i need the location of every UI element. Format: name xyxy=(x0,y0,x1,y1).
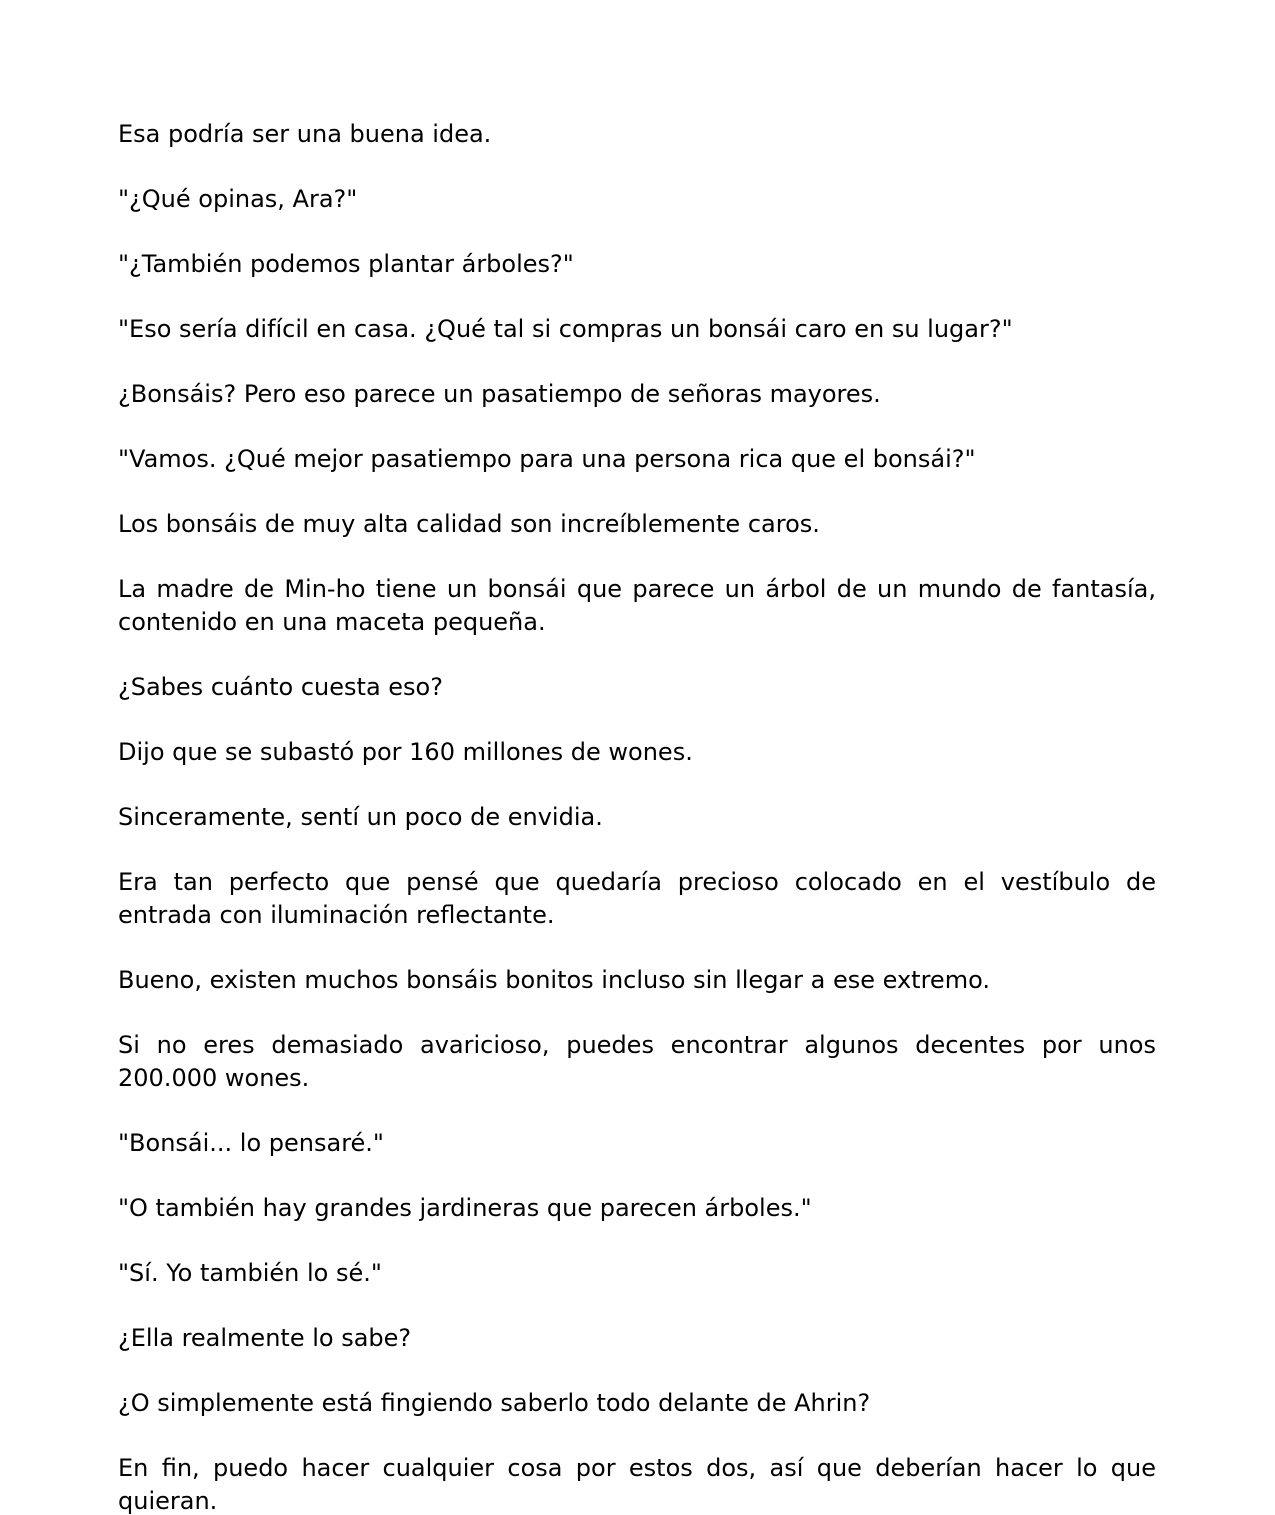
paragraph: La madre de Min-ho tiene un bonsái que parece un árbol de un mundo de fantasía, contenido en una maceta pequeña. xyxy=(118,575,1156,636)
paragraph: "Eso sería difícil en casa. ¿Qué tal si compras un bonsái caro en su lugar?" xyxy=(118,315,1013,343)
paragraph: "¿Qué opinas, Ara?" xyxy=(118,185,358,213)
paragraph: ¿Ella realmente lo sabe? xyxy=(118,1324,412,1352)
paragraph: Bueno, existen muchos bonsáis bonitos incluso sin llegar a ese extremo. xyxy=(118,966,990,994)
paragraph: "O también hay grandes jardineras que parecen árboles." xyxy=(118,1194,812,1222)
paragraph: Si no eres demasiado avaricioso, puedes encontrar algunos decentes por unos 200.000 wones. xyxy=(118,1031,1156,1092)
paragraph: "Bonsái... lo pensaré." xyxy=(118,1129,384,1157)
paragraph: "¿También podemos plantar árboles?" xyxy=(118,250,574,278)
paragraph: ¿Bonsáis? Pero eso parece un pasatiempo de señoras mayores. xyxy=(118,380,881,408)
paragraph: Sinceramente, sentí un poco de envidia. xyxy=(118,803,603,831)
paragraph: ¿Sabes cuánto cuesta eso? xyxy=(118,673,443,701)
paragraph: "Sí. Yo también lo sé." xyxy=(118,1259,382,1287)
paragraph: Era tan perfecto que pensé que quedaría precioso colocado en el vestíbulo de entrada con iluminación reflectante. xyxy=(118,868,1156,929)
paragraph: En fin, puedo hacer cualquier cosa por estos dos, así que deberían hacer lo que quieran. xyxy=(118,1454,1156,1515)
paragraph: "Vamos. ¿Qué mejor pasatiempo para una persona rica que el bonsái?" xyxy=(118,445,976,473)
paragraph: Esa podría ser una buena idea. xyxy=(118,120,492,148)
paragraph: Los bonsáis de muy alta calidad son increíblemente caros. xyxy=(118,510,820,538)
document-body xyxy=(118,118,1156,1515)
paragraph: ¿O simplemente está fingiendo saberlo todo delante de Ahrin? xyxy=(118,1389,871,1417)
paragraph: Dijo que se subastó por 160 millones de wones. xyxy=(118,738,693,766)
